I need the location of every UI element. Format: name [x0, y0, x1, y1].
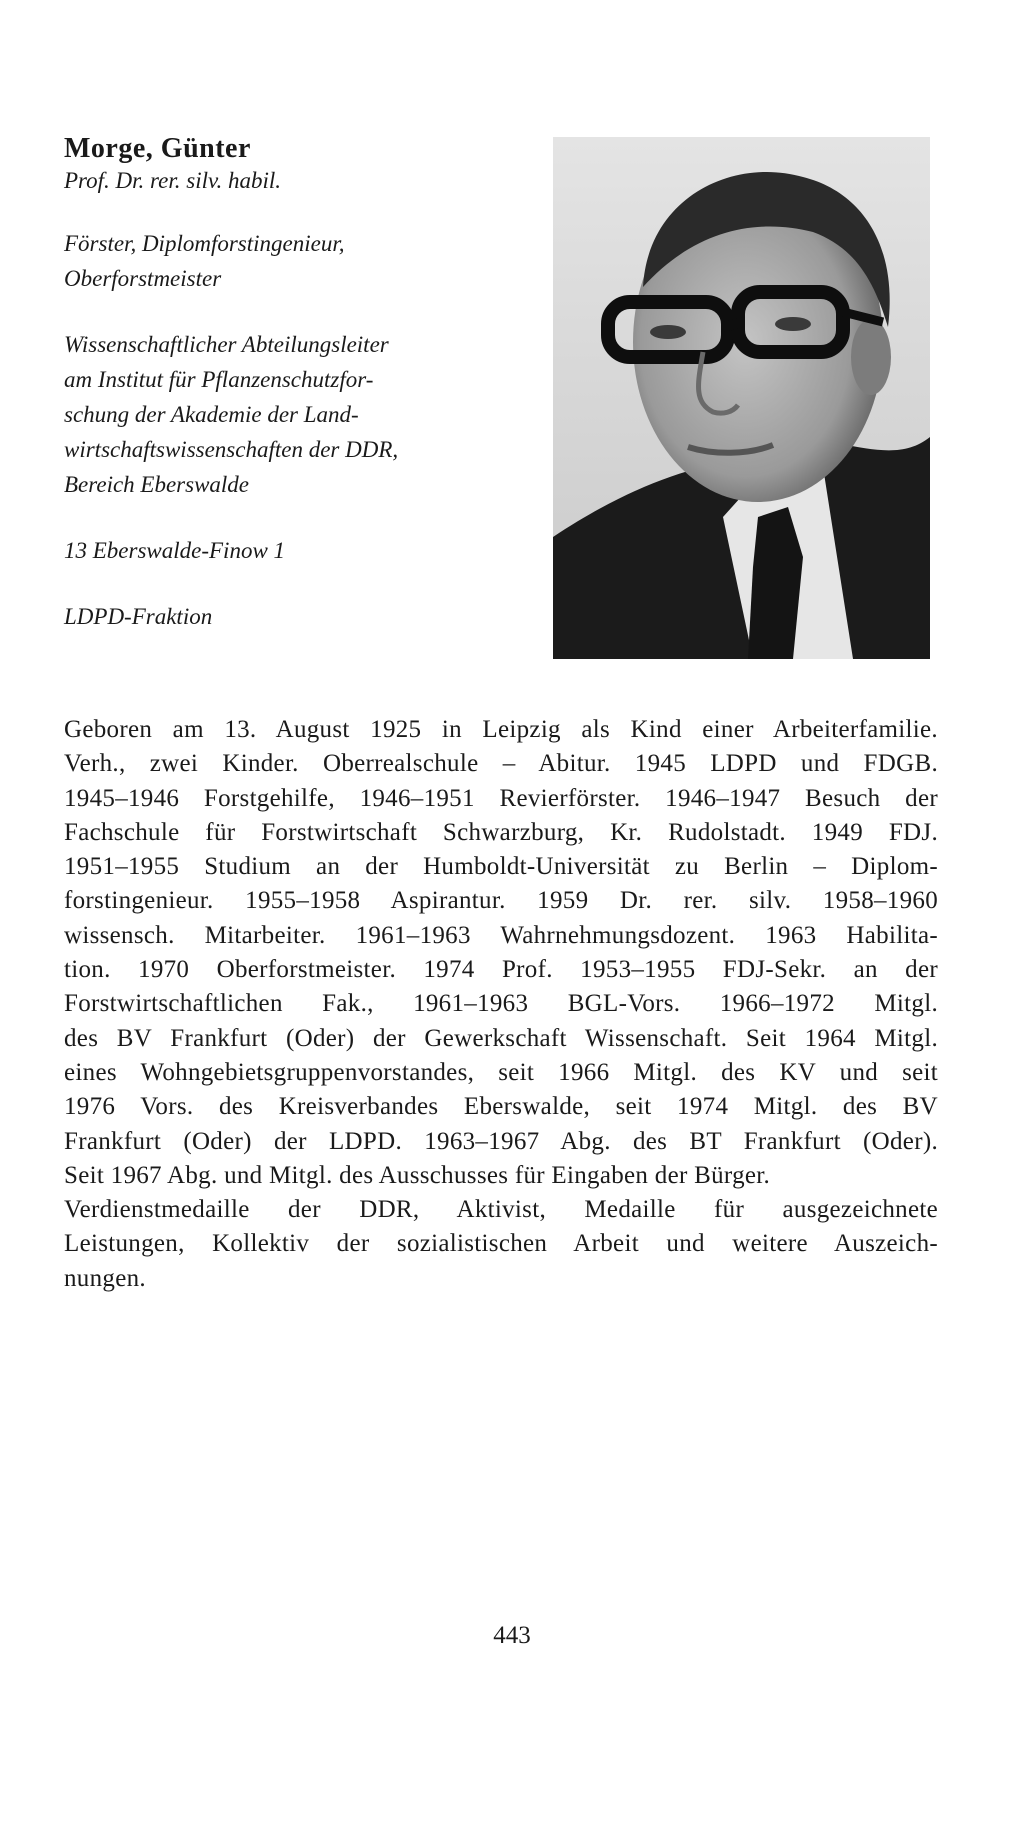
biography-line: Geboren am 13. August 1925 in Leipzig als Kind einer Arbeiterfamilie. — [64, 716, 938, 743]
biography-line: Fachschule für Forstwirtschaft Schwarzburg, Kr. Rudolstadt. 1949 FDJ. — [64, 818, 938, 846]
biography-line: tion. 1970 Oberforstmeister. 1974 Prof. 1953–1955 FDJ-Sekr. an der — [64, 956, 938, 984]
portrait-photo — [553, 137, 930, 659]
biography-line: des BV Frankfurt (Oder) der Gewerkschaft Wissenschaft. Seit 1964 Mitgl. — [64, 1024, 938, 1052]
entry-header — [64, 132, 534, 665]
biography-line: Leistungen, Kollektiv der sozialistischen Arbeit und weitere Auszeich- — [64, 1230, 938, 1258]
person-name: Morge, Günter — [64, 133, 251, 164]
biography-line: eines Wohngebietsgruppenvorstandes, seit 1966 Mitgl. des KV und seit — [64, 1058, 938, 1086]
biography-line: nungen. — [64, 1264, 146, 1292]
profession-line: Oberforstmeister — [64, 266, 222, 291]
position — [64, 327, 534, 502]
biography-line: Forstwirtschaftlichen Fak., 1961–1963 BGL-Vors. 1966–1972 Mitgl. — [64, 990, 938, 1018]
position-line: wirtschaftswissenschaften der DDR, — [64, 437, 399, 462]
profession — [64, 226, 534, 296]
position-line: schung der Akademie der Land- — [64, 402, 359, 427]
biography-line: wissensch. Mitarbeiter. 1961–1963 Wahrnehmungsdozent. 1963 Habilita- — [64, 921, 938, 949]
biography-line: Frankfurt (Oder) der LDPD. 1963–1967 Abg. des BT Frankfurt (Oder). — [64, 1127, 938, 1155]
biography-line: Verh., zwei Kinder. Oberrealschule – Abitur. 1945 LDPD und FDGB. — [64, 750, 938, 778]
profession-line: Förster, Diplomforstingenieur, — [64, 231, 345, 256]
biography — [64, 713, 938, 1296]
address — [64, 533, 534, 568]
faction-line: LDPD-Fraktion — [64, 604, 213, 629]
position-line: Bereich Eberswalde — [64, 472, 250, 497]
biography-line: 1951–1955 Studium an der Humboldt-Universität zu Berlin – Diplom- — [64, 853, 938, 881]
biography-line: Verdienstmedaille der DDR, Aktivist, Medaille für ausgezeichnete — [64, 1196, 938, 1224]
biography-line: 1945–1946 Forstgehilfe, 1946–1951 Revierförster. 1946–1947 Besuch der — [64, 784, 938, 812]
biography-line: forstingenieur. 1955–1958 Aspirantur. 1959 Dr. rer. silv. 1958–1960 — [64, 887, 938, 915]
biography-line: 1976 Vors. des Kreisverbandes Eberswalde, seit 1974 Mitgl. des BV — [64, 1093, 938, 1121]
biography-line: Seit 1967 Abg. und Mitgl. des Ausschusses für Eingaben der Bürger. — [64, 1161, 771, 1189]
position-line: Wissenschaftlicher Abteilungsleiter — [64, 332, 389, 357]
position-line: am Institut für Pflanzenschutzfor- — [64, 367, 374, 392]
page-number: 443 — [493, 1622, 531, 1649]
faction — [64, 599, 534, 634]
academic-title: Prof. Dr. rer. silv. habil. — [64, 168, 282, 193]
address-line: 13 Eberswalde-Finow 1 — [64, 538, 286, 563]
